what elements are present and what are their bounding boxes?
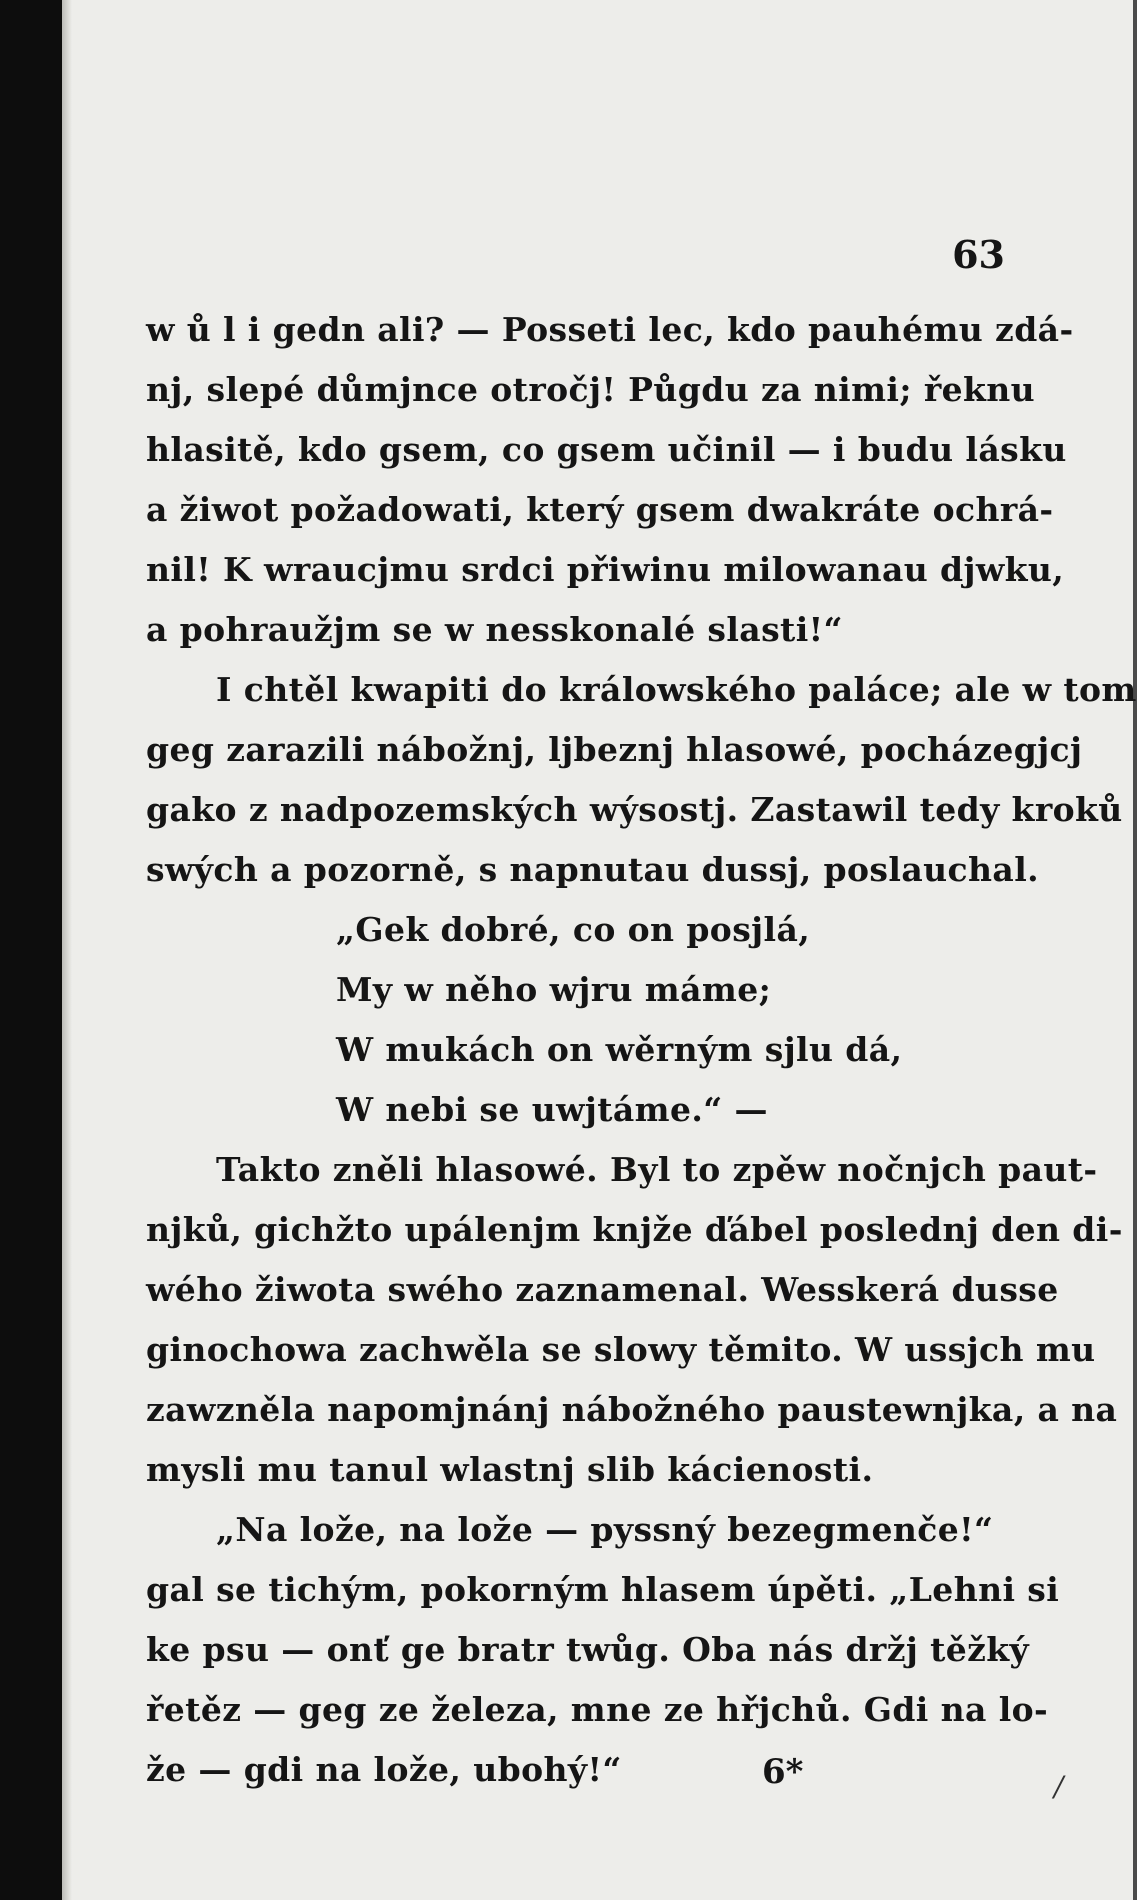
paragraph-start-line: „Na lože, na lože — pyssný bezegmenče!“ <box>216 1510 994 1549</box>
text-line: w ů l i gedn ali? — Posseti lec, kdo pauhému zdá- <box>146 310 1074 349</box>
text-line: geg zarazili nábožnj, ljbeznj hlasowé, pocházegjcj <box>146 730 1083 769</box>
book-binding-edge <box>0 0 62 1900</box>
text-line: zawzněla napomjnánj nábožného paustewnjka, a na <box>146 1390 1118 1429</box>
text-line: mysli mu tanul wlastnj slib kácienosti. <box>146 1450 874 1489</box>
text-line: ginochowa zachwěla se slowy těmito. W ussjch mu <box>146 1330 1096 1369</box>
text-line: wého žiwota swého zaznamenal. Wesskerá dusse <box>146 1270 1059 1309</box>
page-number: 63 <box>952 232 1005 277</box>
verse-line: My w něho wjru máme; <box>336 970 772 1009</box>
text-line: gako z nadpozemských wýsostj. Zastawil tedy kroků <box>146 790 1123 829</box>
paragraph-start-line: Takto zněli hlasowé. Byl to zpěw nočnjch paut- <box>216 1150 1098 1189</box>
text-line: řetěz — geg ze železa, mne ze hřjchů. Gdi na lo- <box>146 1690 1049 1729</box>
page-gutter-shadow <box>62 0 72 1900</box>
text-line: že — gdi na lože, ubohý!“ <box>146 1750 622 1789</box>
page-text <box>146 300 1137 1800</box>
text-line: njků, gichžto upálenjm knjže ďábel poslednj den di- <box>146 1210 1123 1249</box>
paragraph-start-line: I chtěl kwapiti do králowského paláce; ale w tom <box>216 670 1137 709</box>
text-line: nj, slepé důmjnce otročj! Půgdu za nimi; řeknu <box>146 370 1036 409</box>
text-line: a žiwot požadowati, který gsem dwakráte ochrá- <box>146 490 1054 529</box>
text-line: ke psu — onť ge bratr twůg. Oba nás držj těžký <box>146 1630 1030 1669</box>
text-line: a pohraužjm se w nesskonalé slasti!“ <box>146 610 843 649</box>
text-line: hlasitě, kdo gsem, co gsem učinil — i budu lásku <box>146 430 1067 469</box>
verse-line: W mukách on wěrným sjlu dá, <box>336 1030 903 1069</box>
text-line: gal se tichým, pokorným hlasem úpěti. „Lehni si <box>146 1570 1060 1609</box>
stray-pen-mark: / <box>1054 1770 1064 1803</box>
text-line: swých a pozorně, s napnutau dussj, poslauchal. <box>146 850 1040 889</box>
book-page <box>62 0 1137 1900</box>
verse-line: „Gek dobré, co on posjlá, <box>336 910 811 949</box>
verse-line: W nebi se uwjtáme.“ — <box>336 1090 768 1129</box>
text-line: nil! K wraucjmu srdci přiwinu milowanau djwku, <box>146 550 1065 589</box>
printer-signature-mark: 6* <box>762 1752 804 1792</box>
